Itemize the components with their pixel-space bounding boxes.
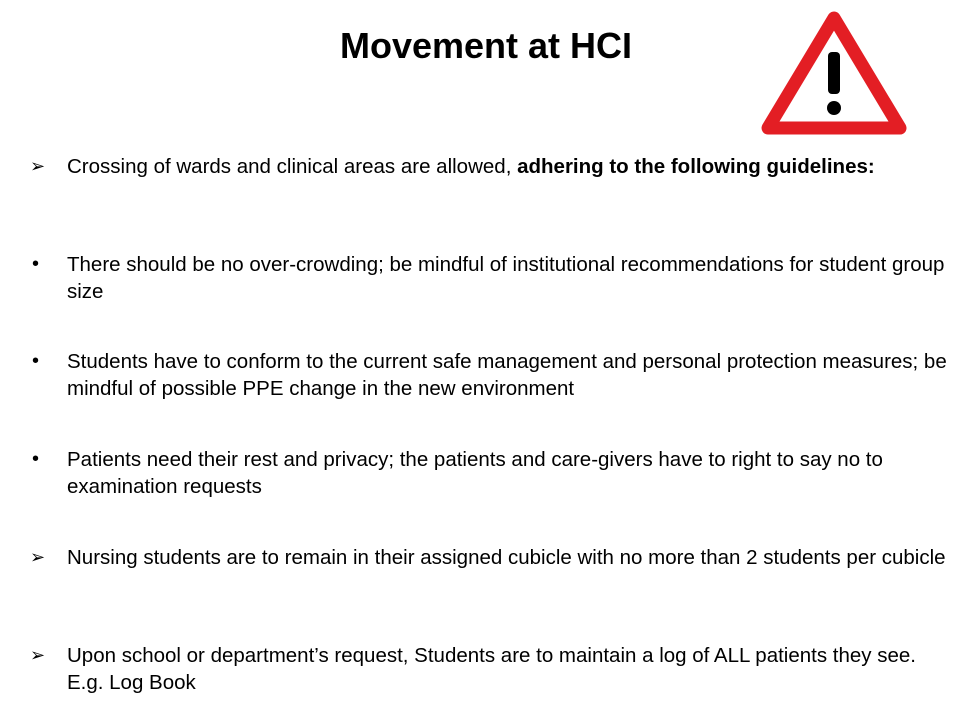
arrow-bullet-icon: ➢ [30, 645, 46, 665]
dot-bullet-icon: • [32, 350, 40, 372]
list-item-text: Crossing of wards and clinical areas are allowed, adhering to the following guidelines: [67, 155, 875, 178]
list-item-text: Upon school or department’s request, Students are to maintain a log of ALL patients they see. E.g. Log Book [67, 644, 916, 694]
arrow-bullet-icon: ➢ [30, 547, 46, 567]
arrow-bullet-icon: ➢ [30, 156, 46, 176]
dot-bullet-icon: • [32, 253, 40, 275]
list-item-text: Students have to conform to the current safe management and personal protection measures; be mindful of possible PPE change in the new environment [67, 350, 947, 400]
slide-title: Movement at HCI [339, 25, 633, 66]
dot-bullet-icon: • [32, 448, 40, 470]
list-item-text: There should be no over-crowding; be mindful of institutional recommendations for student group size [67, 253, 945, 303]
list-item-emphasis: adhering to the following guidelines: [517, 155, 875, 178]
list-item-text: Patients need their rest and privacy; the patients and care-givers have to right to say no to examination requests [67, 448, 883, 498]
list-item-text: Nursing students are to remain in their assigned cubicle with no more than 2 students per cubicle [67, 546, 946, 569]
warning-triangle-icon [760, 8, 908, 138]
